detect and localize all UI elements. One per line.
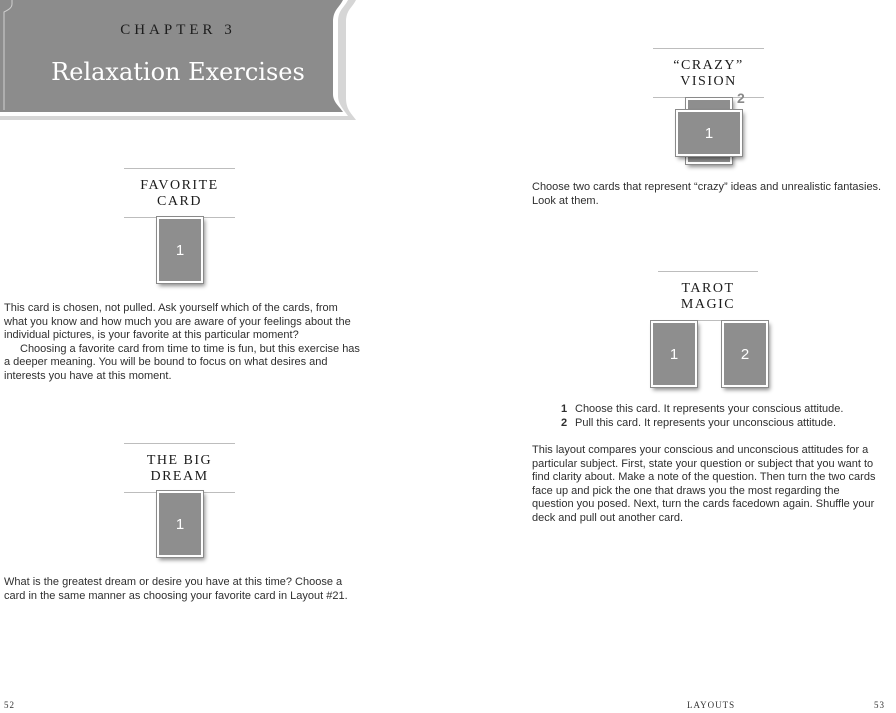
page-number-right: 53 — [874, 700, 885, 710]
tarot-magic-card-1: 1 — [651, 321, 697, 387]
legend-text-1: Choose this card. It represents your conscious attitude. — [575, 403, 844, 415]
tarot-magic-legend — [561, 403, 861, 430]
crazy-vision-front-card: 1 — [676, 110, 742, 156]
big-dream-card: 1 — [157, 491, 203, 557]
legend-num-2: 2 — [561, 416, 568, 429]
favorite-card-card: 1 — [157, 217, 203, 283]
favorite-card-paragraph-2: Choosing a favorite card from time to time is fun, but this exercise has a deeper meaning. You will be bound to focus on what desires and interests you have at this moment. — [4, 342, 360, 382]
page-number-left: 52 — [4, 700, 15, 710]
crazy-vision-paragraph: Choose two cards that represent “crazy” ideas and unrealistic fantasies. Look at them. — [532, 181, 882, 207]
legend-row-1 — [561, 403, 861, 417]
big-dream-heading: THE BIG DREAM — [124, 443, 235, 493]
big-dream-paragraph: What is the greatest dream or desire you have at this time? Choose a card in the same manner as choosing your favorite card in Layout #21. — [4, 576, 348, 602]
tarot-magic-heading: TAROT MAGIC — [658, 271, 758, 321]
favorite-card-text — [4, 302, 360, 384]
chapter-banner — [0, 0, 356, 120]
crazy-vision-back-label: 2 — [737, 90, 745, 106]
chapter-title: Relaxation Exercises — [51, 58, 305, 86]
tarot-magic-paragraph: This layout compares your conscious and unconscious attitudes for a particular subject. First, state your question or subject that you want to find clarity about. Make a note of the question. Then turn the two cards face up and pick the one that draws you the most regarding the question you posed. Next, turn the cards facedown again. Shuffle your deck and pull out another card. — [532, 444, 876, 524]
running-head: LAYOUTS — [687, 700, 736, 710]
favorite-card-heading: FAVORITE CARD — [124, 168, 235, 218]
tarot-magic-card-2: 2 — [722, 321, 768, 387]
legend-row-2 — [561, 417, 861, 431]
chapter-label: CHAPTER 3 — [120, 22, 236, 38]
crazy-vision-heading: “CRAZY” VISION — [653, 48, 764, 98]
right-page — [448, 0, 896, 713]
favorite-card-paragraph-1: This card is chosen, not pulled. Ask yourself which of the cards, from what you know and how much you are aware of your feelings about the individual pictures, is your favorite at this particular moment? — [4, 302, 351, 342]
legend-num-1: 1 — [561, 403, 568, 415]
legend-text-2: Pull this card. It represents your unconscious attitude. — [575, 416, 837, 429]
